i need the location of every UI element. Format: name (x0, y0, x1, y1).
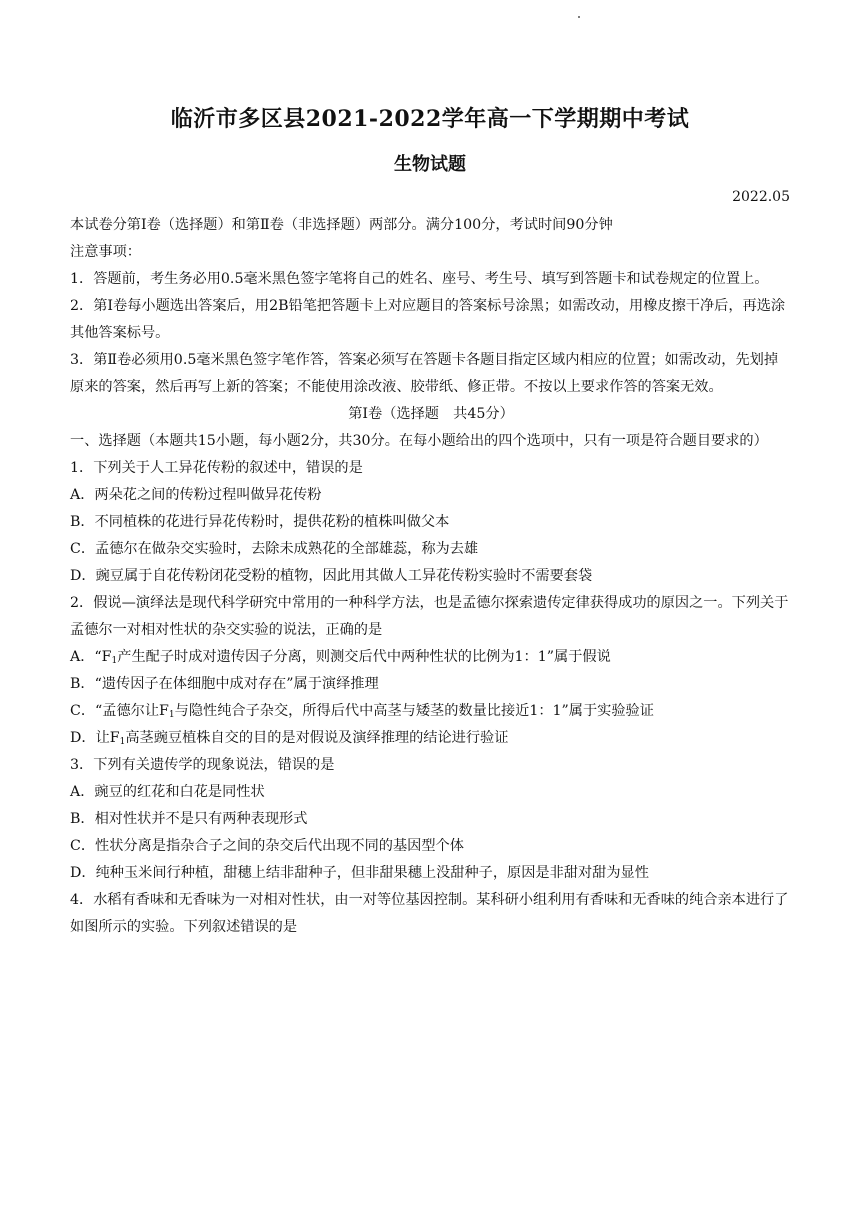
notice-title: 注意事项： (70, 244, 141, 260)
question-1-stem: 1．下列关于人工异花传粉的叙述中，错误的是 (70, 460, 363, 476)
section-heading: 第Ⅰ卷（选择题 共45分） (348, 406, 514, 422)
question-2-stem: 2．假说—演绎法是现代科学研究中常用的一种科学方法，也是孟德尔探索遗传定律获得成功的原因之一。下列关于孟德尔一对相对性状的杂交实验的说法，正确的是 (70, 595, 789, 638)
question-2-option-c: C．“孟德尔让$F_1$与隐性纯合子杂交，所得后代中高茎与矮茎的数量比接近1：1”属于实验验证 (70, 703, 654, 720)
exam-body (70, 212, 792, 941)
question-1-option-b: B．不同植株的花进行异花传粉时，提供花粉的植株叫做父本 (70, 514, 450, 530)
question-1-option-c: C．孟德尔在做杂交实验时，去除未成熟花的全部雄蕊，称为去雄 (70, 541, 479, 557)
exam-intro: 本试卷分第Ⅰ卷（选择题）和第Ⅱ卷（非选择题）两部分。满分100分，考试时间90分钟 (70, 217, 613, 233)
question-3-stem: 3．下列有关遗传学的现象说法，错误的是 (70, 757, 335, 773)
question-1-option-a: A．两朵花之间的传粉过程叫做异花传粉 (70, 487, 322, 503)
question-3-option-c: C．性状分离是指杂合子之间的杂交后代出现不同的基因型个体 (70, 838, 464, 854)
question-3-option-a: A．豌豆的红花和白花是同性状 (70, 784, 265, 800)
notice-item-1: 1．答题前，考生务必用0.5毫米黑色签字笔将自己的姓名、座号、考生号、填写到答题卡和试卷规定的位置上。 (70, 271, 769, 287)
notice-item-3: 3．第Ⅱ卷必须用0.5毫米黑色签字笔作答，答案必须写在答题卡各题目指定区域内相应的位置；如需改动，先划掉原来的答案，然后再写上新的答案；不能使用涂改液、胶带纸、修正带。不按以上要求作答的答案无效。 (70, 352, 779, 395)
question-2-option-b: B．“遗传因子在体细胞中成对存在”属于演绎推理 (70, 676, 379, 692)
question-3-option-d: D．纯种玉米间行种植，甜穗上结非甜种子，但非甜果穗上没甜种子，原因是非甜对甜为显性 (70, 865, 649, 881)
question-2-option-d: D．让$F_1$高茎豌豆植株自交的目的是对假说及演绎推理的结论进行验证 (70, 730, 509, 747)
exam-date: 2022.05 (732, 189, 790, 205)
page-subtitle: 生物试题 (394, 154, 466, 175)
question-1-option-d: D．豌豆属于自花传粉闭花受粉的植物，因此用其做人工异花传粉实验时不需要套袋 (70, 568, 593, 584)
question-3-option-b: B．相对性状并不是只有两种表现形式 (70, 811, 308, 827)
question-2-option-a: A．“$F_1$产生配子时成对遗传因子分离，则测交后代中两种性状的比例为1：1”属于假说 (70, 649, 611, 666)
page-mark (578, 16, 580, 18)
page-title: 临沂市多区县2021-2022学年高一下学期期中考试 (170, 106, 690, 132)
part-intro: 一、选择题（本题共15小题，每小题2分，共30分。在每小题给出的四个选项中，只有一项是符合题目要求的） (70, 433, 768, 449)
question-4-stem: 4．水稻有香味和无香味为一对相对性状，由一对等位基因控制。某科研小组利用有香味和无香味的纯合亲本进行了如图所示的实验。下列叙述错误的是 (70, 892, 789, 935)
notice-item-2: 2．第Ⅰ卷每小题选出答案后，用2B铅笔把答题卡上对应题目的答案标号涂黑；如需改动，用橡皮擦干净后，再选涂其他答案标号。 (70, 298, 786, 341)
